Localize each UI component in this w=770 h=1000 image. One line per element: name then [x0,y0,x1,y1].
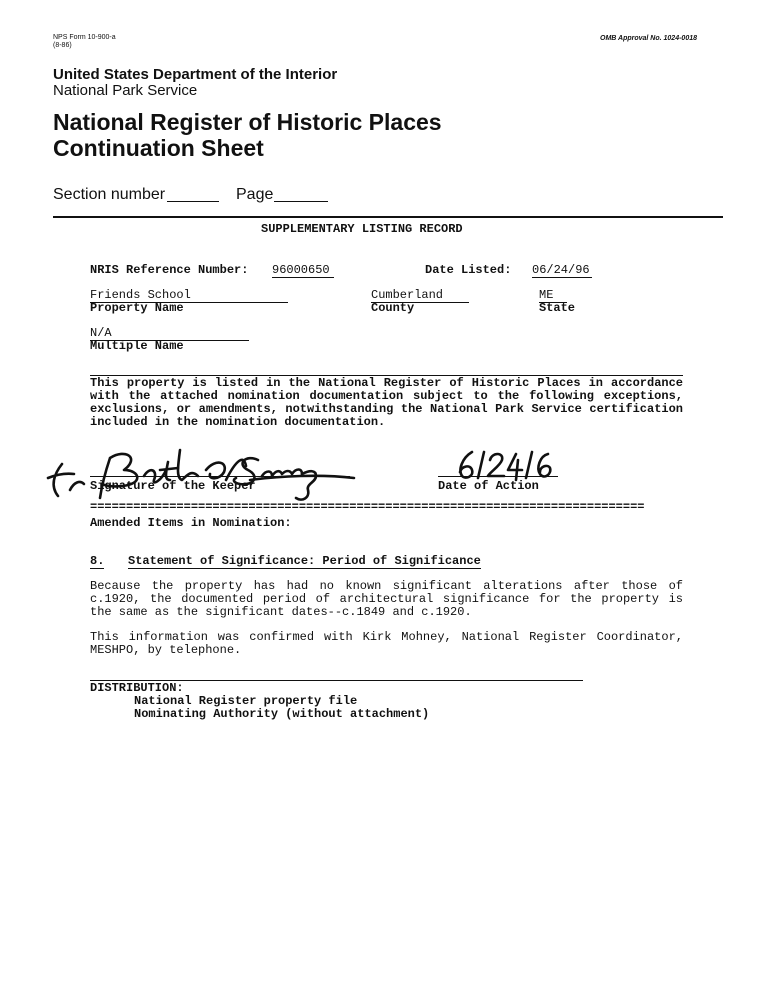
signature-label: Signature of the Keeper [90,479,256,493]
form-title: National Register of Historic Places [53,109,442,135]
date-listed-label: Date Listed: [425,263,512,277]
date-of-action-label: Date of Action [438,479,539,493]
amended-items-label: Amended Items in Nomination: [90,516,292,530]
county-label: County [371,301,415,315]
section-number-label: Section number [53,186,166,203]
signature-line [90,476,350,477]
county-value: Cumberland [371,288,469,303]
department-name: United States Department of the Interior [53,66,338,83]
property-name-value: Friends School [90,288,288,303]
separator-line: ============================================================================= [90,500,645,514]
certification-text: This property is listed in the National Register of Historic Places in accordance with the attached nomination documentation subject to the following exceptions, exclusions, or amendments, notwithstanding the National Park Service certification included in the nomination documentation. [90,376,683,429]
omb-approval: OMB Approval No. 1024-0018 [600,35,697,42]
state-label: State [539,301,576,315]
form-number: NPS Form 10-900-a (8-86) [53,34,116,49]
nris-label: NRIS Reference Number: [90,263,249,277]
state-value: ME [539,288,567,303]
nris-value: 96000650 [272,263,334,278]
significance-paragraph: Because the property has had no known significant alterations after those of c.1920, the documented period of architectural significance for the property is the same as the significant dates--c.1849 and c.1920. [90,579,683,619]
date-of-action-line [438,476,558,477]
confirmation-paragraph: This information was confirmed with Kirk Mohney, National Register Coordinator, MESHPO, by telephone. [90,630,683,657]
multiple-name-value: N/A [90,326,249,341]
agency-name: National Park Service [53,82,198,99]
page-label: Page [236,186,274,203]
page-blank [274,201,328,202]
distribution-item: National Register property file [134,694,358,708]
multiple-name-label: Multiple Name [90,339,184,353]
section-8-number: 8. [90,554,105,568]
record-heading: SUPPLEMENTARY LISTING RECORD [261,222,463,236]
property-name-label: Property Name [90,301,184,315]
form-subtitle: Continuation Sheet [53,135,264,161]
date-listed-value: 06/24/96 [532,263,592,278]
distribution-label: DISTRIBUTION: [90,681,184,695]
section-8-title: Statement of Significance: Period of Significance [128,554,481,568]
distribution-item: Nominating Authority (without attachment) [134,707,430,721]
section-number-blank [167,201,219,202]
header-rule [53,216,723,218]
